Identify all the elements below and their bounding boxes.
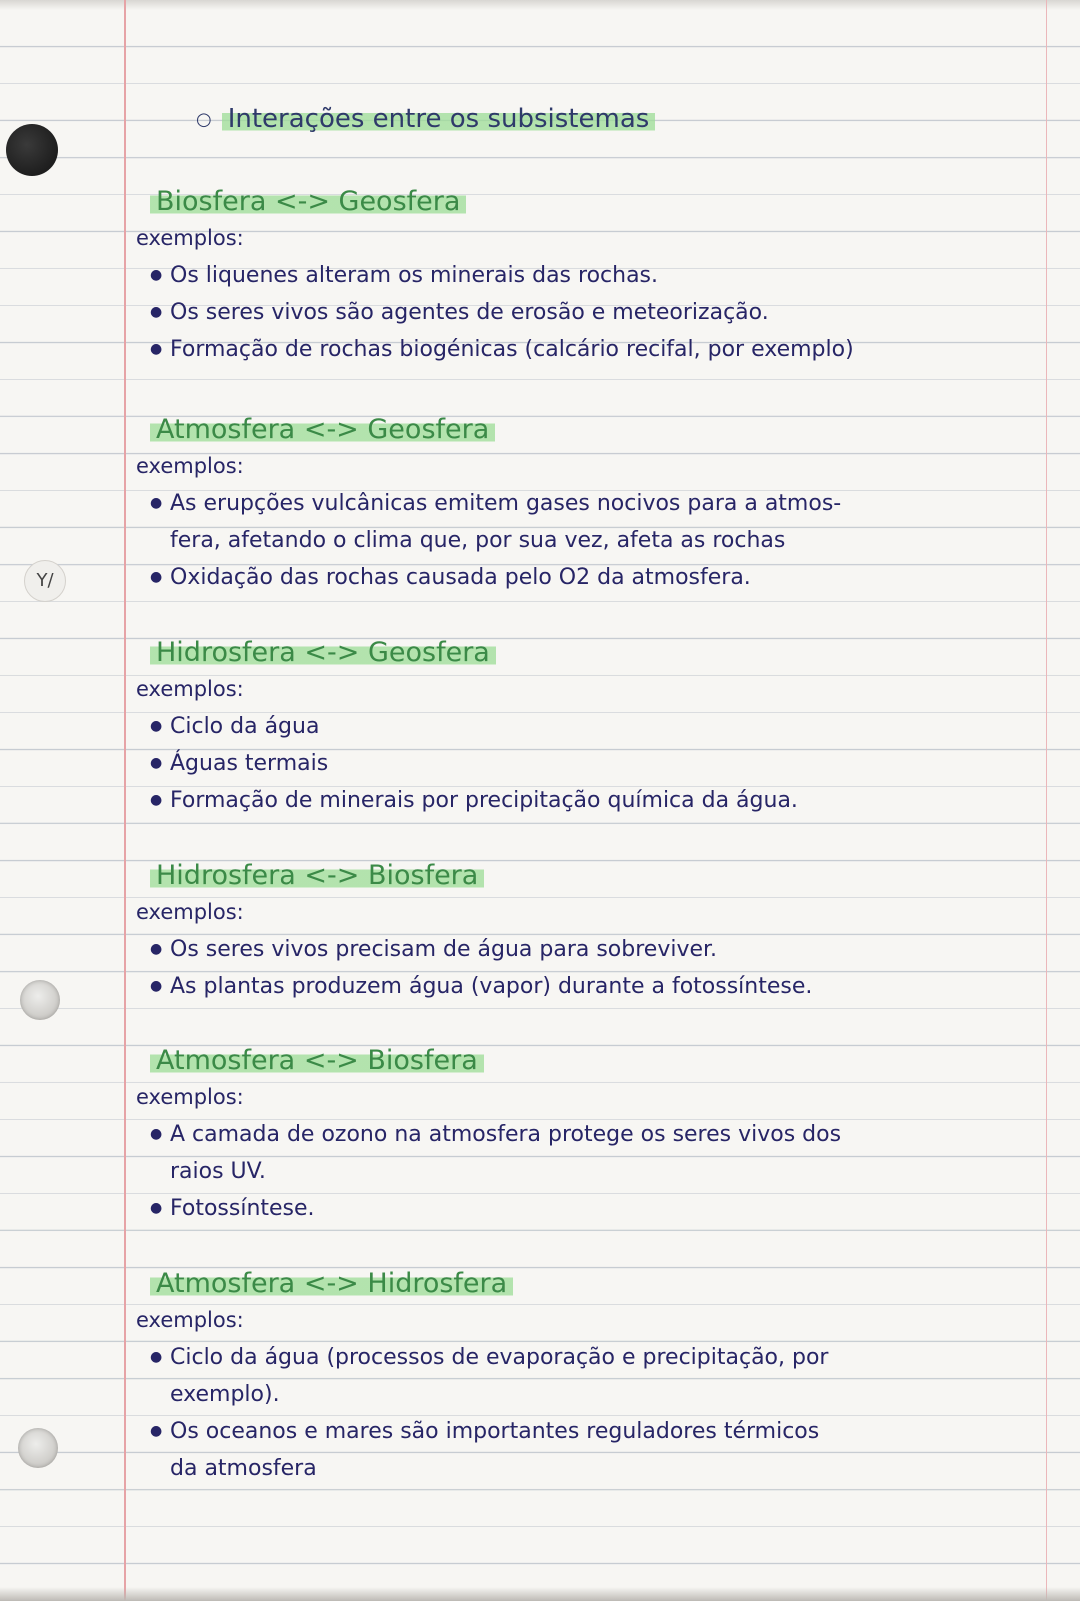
list-item-continuation: fera, afetando o clima que, por sua vez, afeta as rochas [170, 528, 786, 553]
list-item: ● Ciclo da água [136, 708, 1036, 745]
bullet-icon: ● [150, 1126, 163, 1142]
list-item: ● Oxidação das rochas causada pelo O2 da atmosfera. [136, 559, 1036, 596]
list-item: ● Fotossíntese. [136, 1190, 1036, 1227]
list-item: ● Formação de rochas biogénicas (calcário recifal, por exemplo) [136, 331, 1036, 368]
section-hidrosfera-geosfera [136, 634, 1036, 819]
margin-mark: Y/ [24, 560, 66, 602]
section-atmosfera-geosfera [136, 411, 1036, 596]
bullet-icon: ● [150, 941, 163, 957]
bullet-icon: ○ [196, 109, 212, 130]
bullet-icon: ● [150, 1200, 163, 1216]
bullet-icon: ● [150, 755, 163, 771]
page-top-shadow [0, 0, 1080, 10]
binder-hole [20, 980, 60, 1020]
right-margin-line [1046, 0, 1047, 1601]
list-item: ● A camada de ozono na atmosfera protege os seres vivos dos [136, 1116, 1036, 1153]
list-item: ● Águas termais [136, 745, 1036, 782]
page-title-text: Interações entre os subsistemas [222, 104, 656, 134]
list-item-continuation: exemplo). [170, 1382, 280, 1407]
section-atmosfera-hidrosfera [136, 1265, 1036, 1487]
list-item: ● Os seres vivos precisam de água para sobreviver. [136, 931, 1036, 968]
bullet-icon: ● [150, 792, 163, 808]
list-item-continuation: da atmosfera [170, 1456, 317, 1481]
exemplos-label: exemplos: [136, 1085, 244, 1109]
list-item: ● As erupções vulcânicas emitem gases nocivos para a atmos- [136, 485, 1036, 522]
bullet-icon: ● [150, 495, 163, 511]
section-title: Hidrosfera <-> Biosfera [150, 857, 1050, 894]
binder-hole [6, 124, 58, 176]
page-bottom-shadow [0, 1587, 1080, 1601]
list-item-continuation: raios UV. [170, 1159, 266, 1184]
bullet-icon: ● [150, 1349, 163, 1365]
section-title: Hidrosfera <-> Geosfera [150, 634, 1050, 671]
bullet-icon: ● [150, 718, 163, 734]
section-biosfera-geosfera [136, 183, 1036, 368]
exemplos-label: exemplos: [136, 454, 244, 478]
list-item: ● Os seres vivos são agentes de erosão e meteorização. [136, 294, 1036, 331]
exemplos-label: exemplos: [136, 226, 244, 250]
list-item: ● Os oceanos e mares são importantes reguladores térmicos [136, 1413, 1036, 1450]
bullet-icon: ● [150, 978, 163, 994]
binder-hole [18, 1428, 58, 1468]
section-title: Atmosfera <-> Geosfera [150, 411, 1050, 448]
exemplos-label: exemplos: [136, 1308, 244, 1332]
list-item: ● Formação de minerais por precipitação química da água. [136, 782, 1036, 819]
bullet-icon: ● [150, 1423, 163, 1439]
section-atmosfera-biosfera [136, 1042, 1036, 1227]
section-title: Atmosfera <-> Biosfera [150, 1042, 1050, 1079]
list-item: ● As plantas produzem água (vapor) durante a fotossíntese. [136, 968, 1036, 1005]
bullet-icon: ● [150, 341, 163, 357]
list-item: ● Os liquenes alteram os minerais das rochas. [136, 257, 1036, 294]
section-hidrosfera-biosfera [136, 857, 1036, 1005]
bullet-icon: ● [150, 569, 163, 585]
page-title [196, 104, 655, 134]
exemplos-label: exemplos: [136, 677, 244, 701]
list-item: ● Ciclo da água (processos de evaporação e precipitação, por [136, 1339, 1036, 1376]
left-margin-line [124, 0, 126, 1601]
exemplos-label: exemplos: [136, 900, 244, 924]
bullet-icon: ● [150, 304, 163, 320]
bullet-icon: ● [150, 267, 163, 283]
section-title: Atmosfera <-> Hidrosfera [150, 1265, 1050, 1302]
section-title: Biosfera <-> Geosfera [150, 183, 1050, 220]
